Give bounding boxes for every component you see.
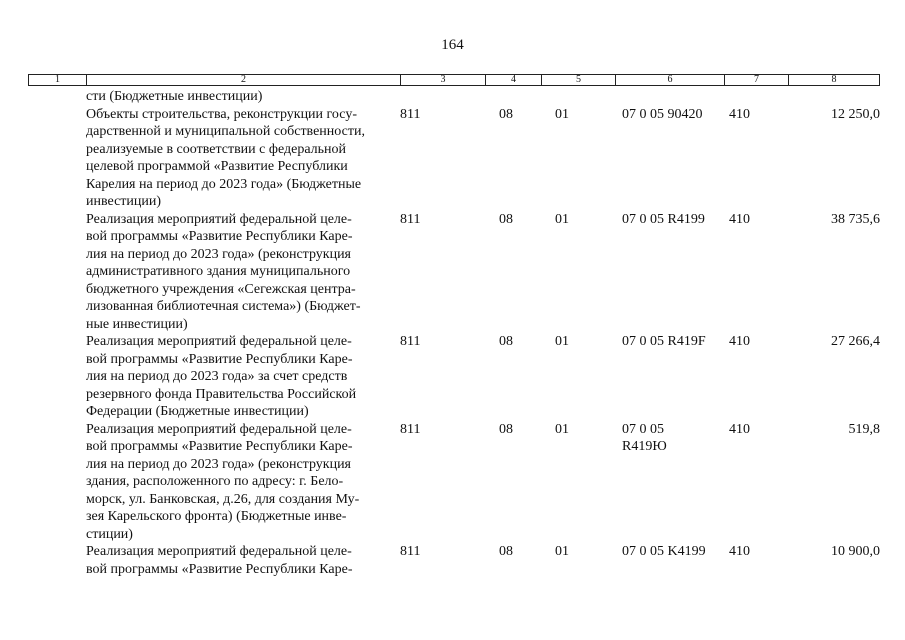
table-row [28, 333, 880, 421]
page-number: 164 [441, 37, 464, 53]
row-col4: 08 [499, 211, 513, 227]
row-col4: 08 [499, 106, 513, 122]
row-col7: 410 [729, 544, 750, 559]
row-col6: 07 0 05 90420 [622, 106, 703, 122]
row-col4: 08 [499, 421, 513, 437]
row-col8: 519,8 [848, 421, 880, 437]
row-col3: 811 [400, 544, 421, 559]
table-row [28, 421, 880, 544]
row-col5: 01 [555, 106, 569, 122]
row-col6: 07 0 05 K4199 [622, 544, 706, 559]
header-col-1: 1 [29, 75, 87, 85]
row-col6: 07 0 05 R419F [622, 334, 706, 349]
row-description: Реализация мероприятий федеральной целе- вой программы «Развитие Республики Каре- лия на период до 2023 года» (реконструкция здания, расположенного по адресу: г. Бело- морск, ул. Банковская, д.26, для создания Му- зея Карельского фронта) (Бюджетные инве- стиции) [86, 421, 360, 542]
row-col8: 38 735,6 [831, 211, 880, 227]
row-col7: 410 [729, 421, 750, 437]
row-col8: 10 900,0 [831, 544, 880, 559]
row-col3: 811 [400, 334, 421, 349]
row-col5: 01 [555, 421, 569, 437]
row-description: Реализация мероприятий федеральной целе- вой программы «Развитие Республики Каре- лия на период до 2023 года» за счет средств резервного фонда Правительства Российской Федерации (Бюджетные инвестиции) [86, 334, 357, 419]
row-col6: 07 0 05 R4199 [622, 211, 705, 227]
table-row [28, 106, 880, 211]
table-row-continuation [28, 88, 880, 106]
header-col-3: 3 [401, 75, 486, 85]
table-body [28, 88, 880, 578]
row-col5: 01 [555, 211, 569, 227]
header-col-4: 4 [486, 75, 542, 85]
row-col8: 12 250,0 [831, 106, 880, 122]
row-col7: 410 [729, 106, 750, 122]
row-col6: 07 0 05 R419Ю [622, 421, 667, 454]
header-col-8: 8 [831, 74, 837, 85]
row-col5: 01 [555, 544, 569, 559]
row-description: Объекты строительства, реконструкции госу- дарственной и муниципальной собственности, реализуемые в соответствии с федеральной целевой программой «Развитие Республики Карелия на период до 2023 года» (Бюджетные инвестиции) [86, 106, 365, 209]
row-col3: 811 [400, 106, 421, 122]
row-col5: 01 [555, 334, 569, 349]
table-row [28, 543, 880, 578]
header-col-5: 5 [542, 75, 616, 85]
row-col7: 410 [729, 211, 750, 227]
row-col3: 811 [400, 211, 421, 227]
table-row [28, 211, 880, 334]
table-header-row [28, 74, 880, 86]
row-col4: 08 [499, 544, 513, 559]
row-col8: 27 266,4 [831, 334, 880, 349]
header-col-7: 7 [725, 75, 789, 85]
header-col-2: 2 [87, 75, 401, 85]
row-col4: 08 [499, 334, 513, 349]
row-description: сти (Бюджетные инвестиции) [86, 89, 263, 104]
row-description: Реализация мероприятий федеральной целе- вой программы «Развитие Республики Каре- лия на период до 2023 года» (реконструкция административного здания муниципального бюджетного учреждения «Сегежская центра- лизованная библиотечная система») (Бюджет- ные инвестиции) [86, 211, 361, 332]
row-description: Реализация мероприятий федеральной целе- вой программы «Развитие Республики Каре- [86, 544, 353, 577]
row-col7: 410 [729, 334, 750, 349]
row-col3: 811 [400, 421, 421, 437]
header-col-6: 6 [616, 75, 725, 85]
